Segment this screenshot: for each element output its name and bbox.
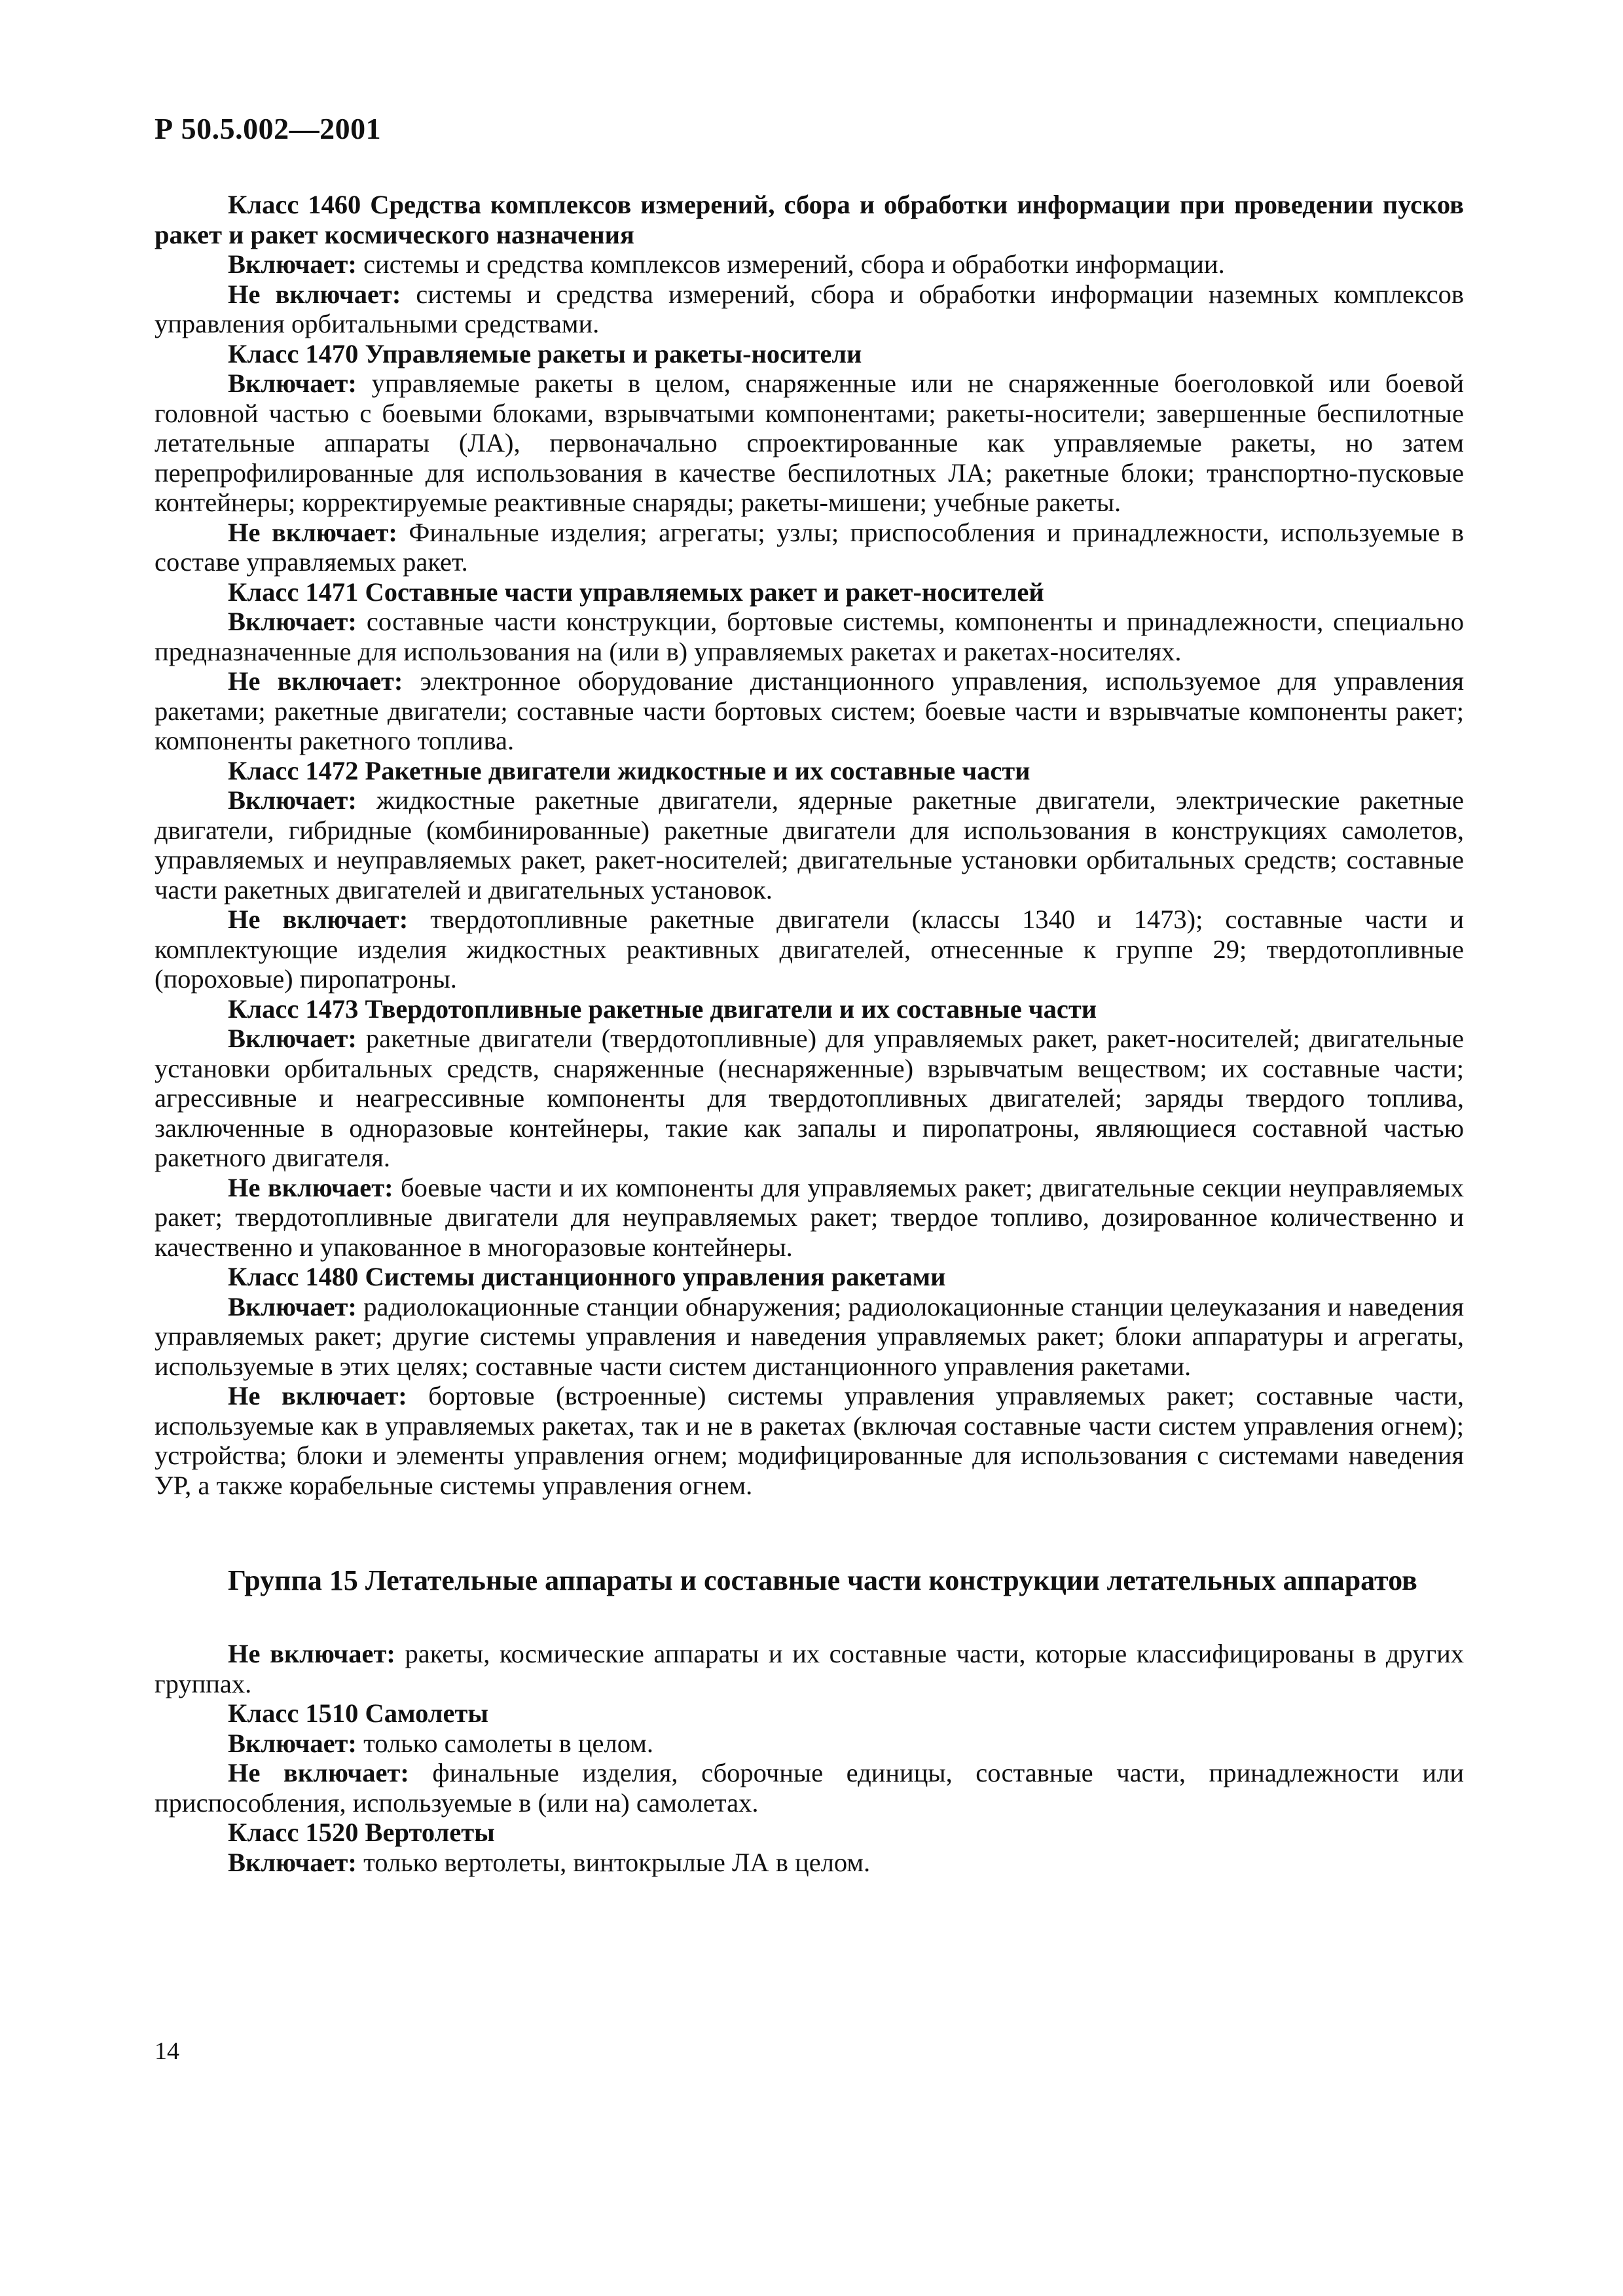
class-1480-includes <box>155 1292 1464 1382</box>
class-1471-includes-text: составные части конструкции, бортовые системы, компоненты и принадлежности, специально предназначенные для использования на (или в) управляемых ракетах и ракетах-носителях. <box>155 607 1465 666</box>
class-1520-includes <box>155 1848 1464 1878</box>
includes-label: Включает: <box>228 249 357 279</box>
class-1520-title: Класс 1520 Вертолеты <box>228 1818 495 1847</box>
class-1480-excludes-text: бортовые (встроенные) системы управления управляемых ракет; составные части, используемые как в управляемых ракетах, так и не в ракетах (включая составные части систем управления огнем); устройства; блоки и элементы управления огнем; модифицированные для использования с системами наведения УР, а также корабельные системы управления огнем. <box>155 1381 1464 1500</box>
includes-label: Включает: <box>228 1847 357 1877</box>
includes-label: Включает: <box>228 1291 357 1321</box>
excludes-label: Не включает: <box>228 1381 407 1410</box>
class-1472-excludes-text: твердотопливные ракетные двигатели (классы 1340 и 1473); составные части и комплектующие изделия жидкостных реактивных двигателей, отнесенные к группе 29; твердотопливные (пороховые) пиропатроны. <box>155 905 1465 994</box>
class-1473-excludes <box>155 1173 1464 1263</box>
class-1473-includes-text: ракетные двигатели (твердотопливные) для управляемых ракет, ракет-носителей; двигательные установки орбитальных средств, снаряженные (неснаряженные) взрывчатым веществом; их составные части; агрессивные и неагрессивные компоненты для твердотопливных двигателей; заряды твердого топлива, заключенные в одноразовые контейнеры, такие как запалы и пиропатроны, являющиеся составной частью ракетного двигателя. <box>155 1024 1465 1172</box>
class-1470-title: Класс 1470 Управляемые ракеты и ракеты-носители <box>228 338 862 368</box>
class-1510-title: Класс 1510 Самолеты <box>228 1698 489 1728</box>
class-1472-includes <box>155 785 1464 905</box>
includes-label: Включает: <box>228 1024 357 1053</box>
document-code: Р 50.5.002—2001 <box>155 112 382 145</box>
class-1460-title: Класс 1460 Средства комплексов измерений, сбора и обработки информации при проведении пусков ракет и ракет космического назначения <box>155 190 1464 249</box>
class-1473-excludes-text: боевые части и их компоненты для управляемых ракет; двигательные секции неуправляемых ракет; твердотопливные двигатели для неуправляемых ракет; твердое топливо, дозированное количественно и качественно и упакованное в многоразовые контейнеры. <box>155 1172 1465 1262</box>
class-1472-title: Класс 1472 Ракетные двигатели жидкостные и их составные части <box>228 755 1030 785</box>
document-body <box>155 190 1464 1877</box>
class-1480-excludes <box>155 1381 1464 1500</box>
page-number: 14 <box>155 2037 179 2065</box>
includes-label: Включает: <box>228 368 357 398</box>
class-1470-includes-text: управляемые ракеты в целом, снаряженные или не снаряженные боеголовкой или боевой головной частью с боевыми блоками, взрывчатыми компонентами; ракеты-носители; завершенные беспилотные летательные аппараты (ЛА), первоначально спроектированные как управляемые ракеты, но затем перепрофилированные для использования в качестве беспилотных ЛА; ракетные блоки; транспортно-пусковые контейнеры; корректируемые реактивные снаряды; ракеты-мишени; учебные ракеты. <box>155 368 1464 517</box>
class-1520-includes-text: только вертолеты, винтокрылые ЛА в целом. <box>363 1847 871 1877</box>
class-1470-excludes <box>155 518 1464 577</box>
includes-label: Включает: <box>228 607 357 636</box>
includes-label: Включает: <box>228 1728 357 1758</box>
class-1460-excludes-text: системы и средства измерений, сбора и обработки информации наземных комплексов управления орбитальными средствами. <box>155 279 1464 338</box>
excludes-label: Не включает: <box>228 279 401 309</box>
class-1510-includes <box>155 1729 1464 1759</box>
class-1510-excludes <box>155 1758 1464 1818</box>
excludes-label: Не включает: <box>228 517 397 547</box>
excludes-label: Не включает: <box>228 1172 393 1202</box>
excludes-label: Не включает: <box>228 1639 395 1668</box>
class-1473-includes <box>155 1024 1464 1173</box>
group-15-excludes-text: ракеты, космические аппараты и их составные части, которые классифицированы в других группах. <box>155 1639 1465 1698</box>
class-1471-includes <box>155 607 1464 666</box>
class-1460-excludes <box>155 279 1464 339</box>
class-1460-includes-text: системы и средства комплексов измерений, сбора и обработки информации. <box>363 249 1225 279</box>
group-15-title: Группа 15 Летательные аппараты и составные части конструкции летательных аппаратов <box>228 1564 1417 1596</box>
class-1471-excludes-text: электронное оборудование дистанционного управления, используемое для управления ракетами; ракетные двигатели; составные части бортовых систем; боевые части и взрывчатые компоненты ракет; компоненты ракетного топлива. <box>155 666 1464 755</box>
class-1471-excludes <box>155 666 1464 756</box>
class-1470-includes <box>155 368 1464 518</box>
excludes-label: Не включает: <box>228 1758 409 1787</box>
class-1473-title: Класс 1473 Твердотопливные ракетные двигатели и их составные части <box>228 994 1097 1024</box>
class-1510-excludes-text: финальные изделия, сборочные единицы, составные части, принадлежности или приспособления, используемые в (или на) самолетах. <box>155 1758 1464 1818</box>
class-1472-includes-text: жидкостные ракетные двигатели, ядерные ракетные двигатели, электрические ракетные двигатели, гибридные (комбинированные) ракетные двигатели для использования в конструкциях самолетов, управляемых и неуправляемых ракет, ракет-носителей; двигательные установки орбитальных средств; составные части ракетных двигателей и двигательных установок. <box>155 785 1465 905</box>
excludes-label: Не включает: <box>228 905 409 934</box>
class-1471-title: Класс 1471 Составные части управляемых ракет и ракет-носителей <box>228 577 1044 607</box>
class-1472-excludes <box>155 905 1464 994</box>
class-1480-includes-text: радиолокационные станции обнаружения; радиолокационные станции целеуказания и наведения управляемых ракет; другие системы управления и наведения управляемых ракет; блоки аппаратуры и агрегаты, используемые в этих целях; составные части систем дистанционного управления ракетами. <box>155 1291 1464 1381</box>
class-1510-includes-text: только самолеты в целом. <box>363 1728 653 1758</box>
class-1470-excludes-text: Финальные изделия; агрегаты; узлы; приспособления и принадлежности, используемые в составе управляемых ракет. <box>155 517 1465 577</box>
includes-label: Включает: <box>228 785 357 815</box>
group-15-excludes <box>155 1639 1464 1698</box>
class-1460-includes <box>155 249 1464 279</box>
class-1480-title: Класс 1480 Системы дистанционного управления ракетами <box>228 1262 946 1291</box>
excludes-label: Не включает: <box>228 666 403 696</box>
